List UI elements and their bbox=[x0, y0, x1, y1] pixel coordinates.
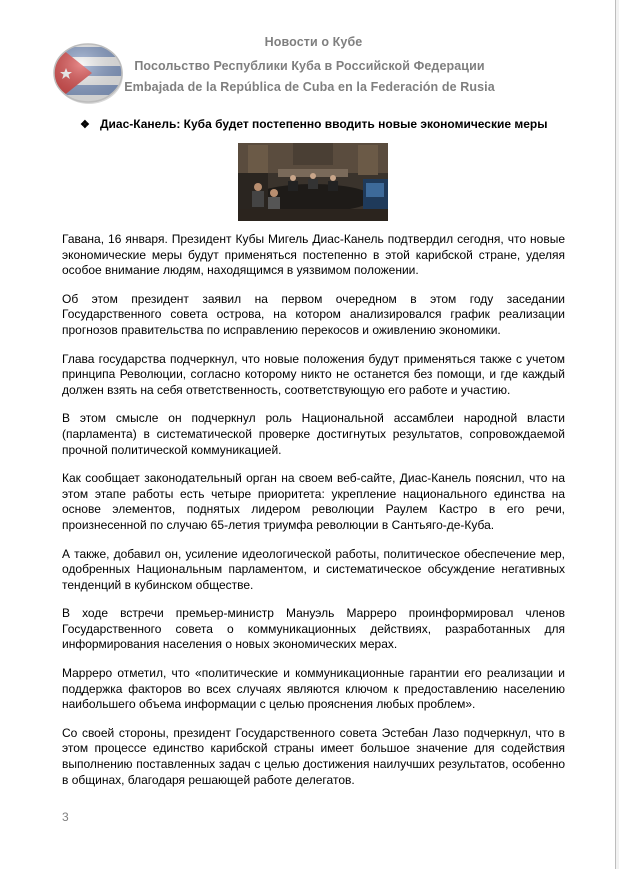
article-body bbox=[62, 232, 565, 801]
article-headline bbox=[80, 117, 580, 131]
paragraph: Как сообщает законодательный орган на своем веб-сайте, Диас-Канель пояснил, что на этом этапе работы есть четыре приоритета: укрепление национального единства на основе элементов, поднятых лидером революции Раулем Кастро в его речи, произнесенной по случаю 65-летия триумфа революции в Сантьяго-де-Куба. bbox=[62, 471, 565, 532]
page-number: 3 bbox=[62, 810, 69, 824]
paragraph: Гавана, 16 января. Президент Кубы Мигель Диас-Канель подтвердил сегодня, что новые экономические меры будут применяться постепенно в этой карибской стране, уделяя особое внимание людям, находящимся в уязвимом положении. bbox=[62, 232, 565, 278]
diamond-bullet-icon: ❖ bbox=[80, 119, 90, 131]
paragraph: А также, добавил он, усиление идеологической работы, политическое обеспечение мер, одобренных Национальным парламентом, и систематическое обсуждение негативных тенденций в кубинском обществе. bbox=[62, 546, 565, 592]
news-photo bbox=[238, 143, 388, 221]
header-embassy-es: Embajada de la República de Cuba en la Federación de Rusia bbox=[124, 80, 495, 94]
cuban-flag-logo bbox=[52, 41, 124, 105]
paragraph: В этом смысле он подчеркнул роль Национальной ассамблеи народной власти (парламента) в систематической проверке достигнутых результатов, сопровождаемой прочной политической коммуникацией. bbox=[62, 411, 565, 457]
paragraph: Об этом президент заявил на первом очередном в этом году заседании Государственного совета острова, на котором анализировался график реализации прогнозов правительства по исправлению перекосов и оживлению экономики. bbox=[62, 291, 565, 337]
headline-text: Диас-Канель: Куба будет постепенно вводить новые экономические меры bbox=[100, 117, 548, 131]
paragraph: Глава государства подчеркнул, что новые положения будут применяться также с учетом принципа Революции, согласно которому никто не останется без помощи, и где каждый должен взять на себя ответственность, соответствующую его работе и участию. bbox=[62, 351, 565, 397]
paragraph: В ходе встречи премьер-министр Мануэль Марреро проинформировал членов Государственного совета о коммуникационных действиях, разработанных для информирования населения о новых экономических мерах. bbox=[62, 606, 565, 652]
page-edge bbox=[615, 0, 616, 869]
header-title: Новости о Кубе bbox=[264, 35, 363, 49]
paragraph: Со своей стороны, президент Государственного совета Эстебан Лазо подчеркнул, что в этом процессе единство карибской страны имеет большое значение для содействия выполнению поставленных задач с целью достижения наилучших результатов, особенно в общинах, благодаря решающей работе делегатов. bbox=[62, 725, 565, 787]
header-embassy-ru: Посольство Республики Куба в Российской Федерации bbox=[134, 59, 485, 73]
paragraph: Марреро отметил, что «политические и коммуникационные гарантии его реализации и поддержка факторов во всех случаях являются ключом к предоставлению населению наибольшего объема информации с целью прояснения любых проблем». bbox=[62, 666, 565, 712]
